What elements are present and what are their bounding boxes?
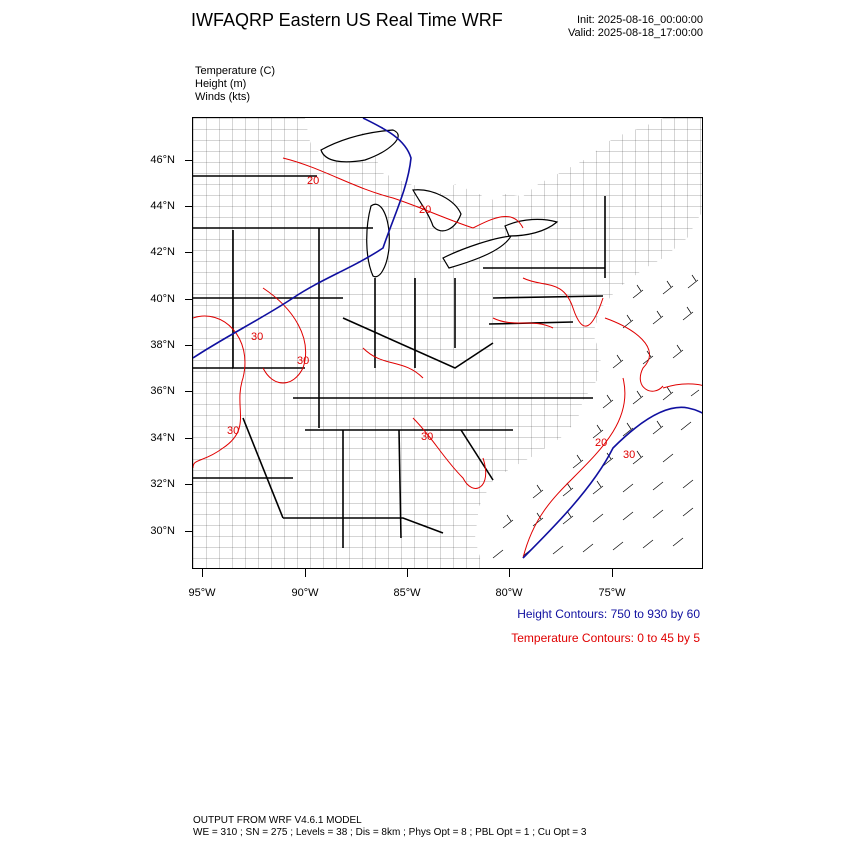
lat-label-30: 30°N <box>150 525 175 537</box>
contour-label: 20 <box>595 437 608 449</box>
land-mass <box>193 118 703 569</box>
lat-tick <box>185 206 192 207</box>
lat-tick <box>185 484 192 485</box>
contour-label: 30 <box>297 355 310 367</box>
lat-tick <box>185 252 192 253</box>
lon-label-85: 85°W <box>393 587 421 599</box>
field-temperature: Temperature (C) <box>195 65 276 77</box>
lat-tick <box>185 531 192 532</box>
lake-superior <box>321 130 398 162</box>
contour-label: 20 <box>307 175 320 187</box>
model-info-footer <box>193 815 586 839</box>
lat-label-34: 34°N <box>150 432 175 444</box>
contour-label: 30 <box>251 331 264 343</box>
height-contour-legend: Height Contours: 750 to 930 by 60 <box>517 607 700 621</box>
lat-label-38: 38°N <box>150 339 175 351</box>
lon-label-90: 90°W <box>291 587 319 599</box>
lon-tick <box>305 569 306 577</box>
model-config: WE = 310 ; SN = 275 ; Levels = 38 ; Dis = 8km ; Phys Opt = 8 ; PBL Opt = 1 ; Cu Opt = 3 <box>193 827 587 838</box>
valid-time: Valid: 2025-08-18_17:00:00 <box>568 27 703 39</box>
contour-label: 30 <box>623 449 636 461</box>
run-times <box>568 14 703 40</box>
lon-tick <box>612 569 613 577</box>
lat-label-46: 46°N <box>150 154 175 166</box>
lon-label-80: 80°W <box>495 587 523 599</box>
map-canvas <box>193 118 703 569</box>
lat-label-32: 32°N <box>150 478 175 490</box>
lon-label-95: 95°W <box>188 587 216 599</box>
lat-tick <box>185 345 192 346</box>
lon-tick <box>407 569 408 577</box>
lat-label-42: 42°N <box>150 246 175 258</box>
map-panel <box>192 117 703 569</box>
field-height: Height (m) <box>195 78 247 90</box>
lat-label-36: 36°N <box>150 385 175 397</box>
lat-label-40: 40°N <box>150 293 175 305</box>
lon-label-75: 75°W <box>598 587 626 599</box>
lon-tick <box>509 569 510 577</box>
field-list <box>195 65 275 104</box>
contour-label: 30 <box>421 431 434 443</box>
init-time: Init: 2025-08-16_00:00:00 <box>577 14 703 26</box>
lat-label-44: 44°N <box>150 200 175 212</box>
lat-tick <box>185 391 192 392</box>
contour-label: 20 <box>419 204 432 216</box>
temperature-contour-legend: Temperature Contours: 0 to 45 by 5 <box>511 631 700 645</box>
lat-tick <box>185 160 192 161</box>
chart-title: IWFAQRP Eastern US Real Time WRF <box>191 10 503 30</box>
lon-tick <box>202 569 203 577</box>
field-winds: Winds (kts) <box>195 91 250 103</box>
lat-tick <box>185 438 192 439</box>
lat-tick <box>185 299 192 300</box>
contour-label: 30 <box>227 425 240 437</box>
model-version: OUTPUT FROM WRF V4.6.1 MODEL <box>193 815 362 826</box>
